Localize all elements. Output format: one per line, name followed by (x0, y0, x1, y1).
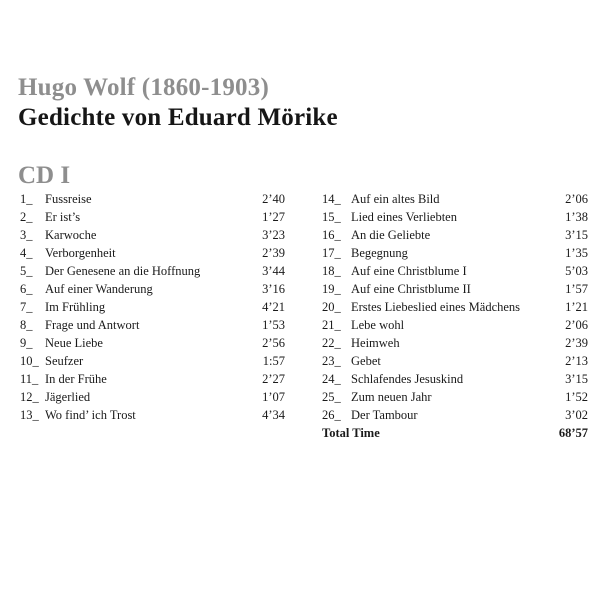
track-number: 23_ (322, 354, 341, 368)
track-title: Er ist’s (45, 210, 81, 224)
track-duration: 1’27 (262, 210, 285, 224)
track-number: 7_ (20, 300, 33, 314)
track-number: 11_ (20, 372, 39, 386)
track-title: Schlafendes Jesuskind (351, 372, 464, 386)
track-title: Jägerlied (45, 390, 91, 404)
track-row (322, 244, 588, 262)
track-title: Seufzer (45, 354, 84, 368)
total-time-row (322, 424, 588, 442)
track-number: 17_ (322, 246, 341, 260)
track-number: 10_ (20, 354, 39, 368)
track-row (20, 298, 285, 316)
track-title: Auf eine Christblume II (351, 282, 471, 296)
track-duration: 1’35 (565, 246, 588, 260)
track-number: 12_ (20, 390, 39, 404)
track-duration: 1:57 (262, 354, 285, 368)
track-number: 20_ (322, 300, 341, 314)
track-duration: 3’15 (565, 228, 588, 242)
track-number: 14_ (322, 192, 341, 206)
track-row (20, 190, 285, 208)
track-duration: 2’40 (262, 192, 285, 206)
track-title: Lebe wohl (351, 318, 405, 332)
track-duration: 3’02 (565, 408, 588, 422)
track-row (322, 298, 588, 316)
disc-label: CD I (18, 162, 71, 189)
track-row (322, 334, 588, 352)
track-row (322, 370, 588, 388)
tracklist-right (322, 190, 588, 442)
track-number: 3_ (20, 228, 33, 242)
track-duration: 2’39 (565, 336, 588, 350)
track-duration: 1’38 (565, 210, 588, 224)
track-row (322, 190, 588, 208)
track-duration: 3’23 (262, 228, 285, 242)
track-title: Heimweh (351, 336, 400, 350)
track-title: Der Tambour (351, 408, 418, 422)
tracklist-left (20, 190, 285, 424)
track-title: Neue Liebe (45, 336, 103, 350)
track-duration: 1’21 (565, 300, 588, 314)
track-row (322, 316, 588, 334)
track-duration: 4’21 (262, 300, 285, 314)
composer-heading: Hugo Wolf (1860-1903) (18, 74, 269, 101)
total-time-value: 68’57 (558, 426, 588, 440)
track-row (322, 352, 588, 370)
track-row (20, 208, 285, 226)
total-time-label: Total Time (322, 426, 380, 440)
track-row (322, 280, 588, 298)
track-number: 9_ (20, 336, 33, 350)
track-duration: 5’03 (565, 264, 588, 278)
track-row (20, 352, 285, 370)
track-duration: 2’56 (262, 336, 285, 350)
track-title: Karwoche (45, 228, 97, 242)
track-title: Frage und Antwort (45, 318, 140, 332)
track-number: 19_ (322, 282, 341, 296)
track-title: Auf ein altes Bild (351, 192, 440, 206)
track-duration: 2’27 (262, 372, 285, 386)
track-duration: 4’34 (262, 408, 285, 422)
track-number: 1_ (20, 192, 33, 206)
track-row (322, 388, 588, 406)
track-title: Gebet (351, 354, 381, 368)
track-title: Der Genesene an die Hoffnung (45, 264, 201, 278)
track-row (20, 244, 285, 262)
track-title: Auf einer Wanderung (45, 282, 153, 296)
track-number: 8_ (20, 318, 33, 332)
track-title: Wo find’ ich Trost (45, 408, 136, 422)
track-title: Erstes Liebeslied eines Mädchens (351, 300, 521, 314)
track-row (20, 388, 285, 406)
track-row (20, 226, 285, 244)
track-number: 6_ (20, 282, 33, 296)
track-number: 25_ (322, 390, 341, 404)
track-title: Zum neuen Jahr (351, 390, 432, 404)
track-row (20, 334, 285, 352)
track-title: An die Geliebte (351, 228, 431, 242)
track-title: Verborgenheit (45, 246, 116, 260)
track-duration: 1’57 (565, 282, 588, 296)
track-title: In der Frühe (45, 372, 107, 386)
track-number: 13_ (20, 408, 39, 422)
track-number: 22_ (322, 336, 341, 350)
track-number: 2_ (20, 210, 33, 224)
track-row (20, 262, 285, 280)
track-row (322, 208, 588, 226)
track-title: Auf eine Christblume I (351, 264, 467, 278)
track-number: 16_ (322, 228, 341, 242)
track-duration: 3’16 (262, 282, 285, 296)
track-row (20, 280, 285, 298)
track-duration: 2’06 (565, 192, 588, 206)
track-row (20, 370, 285, 388)
track-number: 21_ (322, 318, 341, 332)
track-row (322, 262, 588, 280)
track-row (20, 406, 285, 424)
track-duration: 3’44 (262, 264, 285, 278)
track-row (322, 226, 588, 244)
track-number: 4_ (20, 246, 33, 260)
track-duration: 1’52 (565, 390, 588, 404)
track-number: 18_ (322, 264, 341, 278)
track-number: 24_ (322, 372, 341, 386)
track-title: Fussreise (45, 192, 92, 206)
track-row (20, 316, 285, 334)
track-title: Begegnung (351, 246, 408, 260)
track-duration: 2’13 (565, 354, 588, 368)
track-title: Lied eines Verliebten (351, 210, 457, 224)
track-duration: 1’07 (262, 390, 285, 404)
work-title: Gedichte von Eduard Mörike (18, 104, 338, 131)
track-duration: 1’53 (262, 318, 285, 332)
track-number: 26_ (322, 408, 341, 422)
track-duration: 2’06 (565, 318, 588, 332)
track-duration: 3’15 (565, 372, 588, 386)
track-row (322, 406, 588, 424)
track-title: Im Frühling (45, 300, 106, 314)
track-number: 5_ (20, 264, 33, 278)
track-duration: 2’39 (262, 246, 285, 260)
track-number: 15_ (322, 210, 341, 224)
